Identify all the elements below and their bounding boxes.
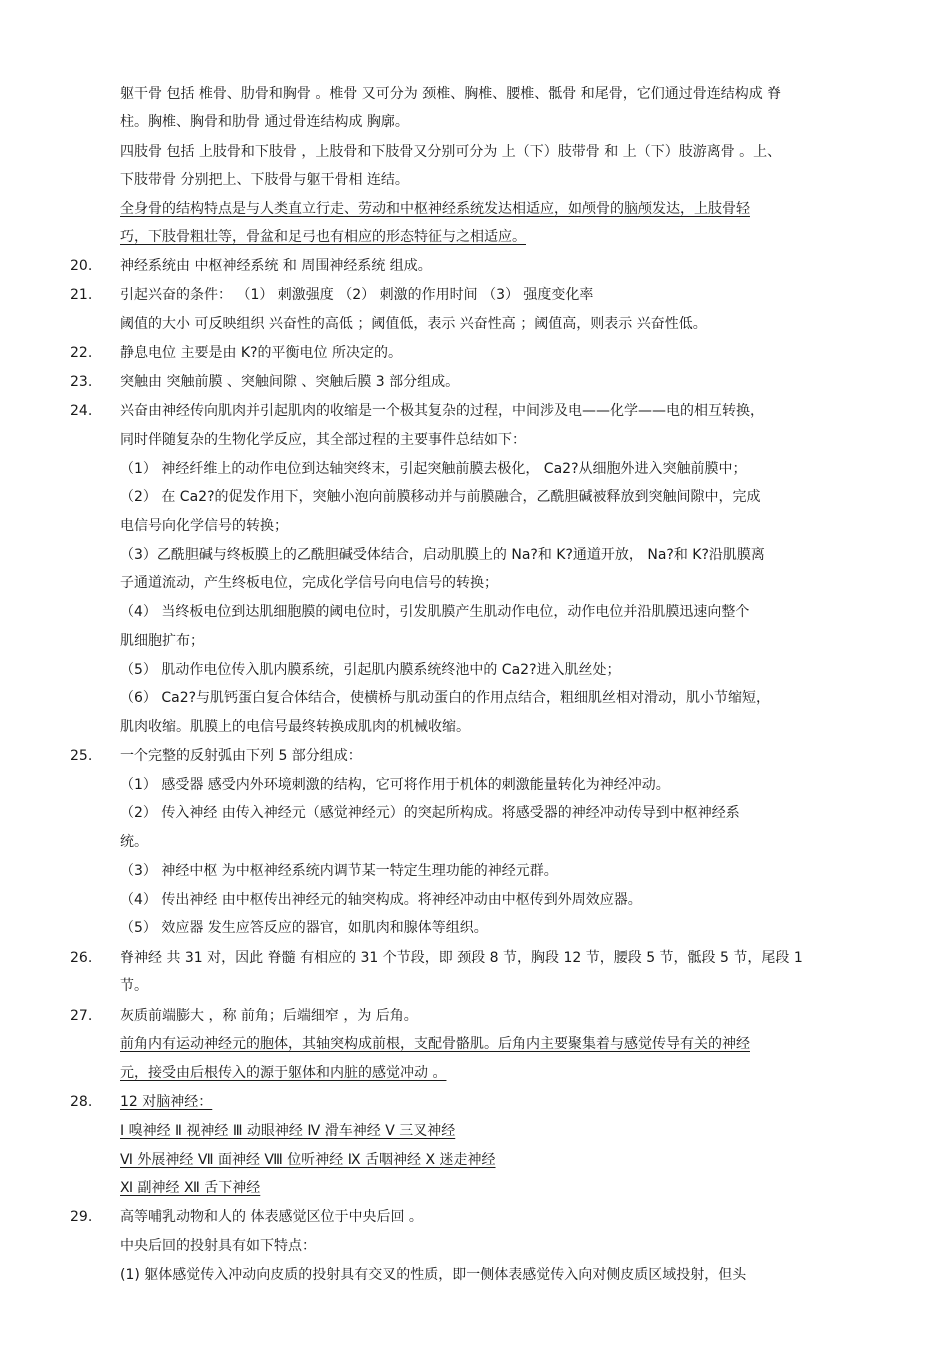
text-line: 脊神经 共 31 对，因此 脊髓 有相应的 31 个节段，即 颈段 8 节，胸段 12 节，腰段 5 节，骶段 5 节，尾段 1 [120, 950, 803, 966]
text-line: （3） 神经中枢 为中枢神经系统内调节某一特定生理功能的神经元群。 [120, 863, 558, 879]
text-line: 电信号向化学信号的转换； [120, 518, 288, 534]
text-line: (1) 躯体感觉传入冲动向皮质的投射具有交叉的性质，即一侧体表感觉传入向对侧皮质区域投射，但头 [120, 1267, 747, 1283]
text-line: 同时伴随复杂的生物化学反应，其全部过程的主要事件总结如下： [120, 432, 526, 448]
text-line: （4） 当终板电位到达肌细胞膜的阈电位时，引发肌膜产生肌动作电位，动作电位并沿肌膜迅速向整个 [120, 604, 750, 620]
text-line: 中央后回的投射具有如下特点： [120, 1238, 316, 1254]
text-line: 突触由 突触前膜 、突触间隙 、突触后膜 3 部分组成。 [120, 374, 460, 390]
text-line: 节。 [120, 978, 148, 994]
text-line: Ⅺ 副神经 Ⅻ 舌下神经 [120, 1180, 261, 1196]
text-line: （5） 效应器 发生应答反应的器官，如肌肉和腺体等组织。 [120, 920, 488, 936]
item-number: 20. [70, 258, 93, 274]
text-line: 灰质前端膨大 ，称 前角；后端细窄 ，为 后角。 [120, 1008, 418, 1024]
text-line: 元，接受由后根传入的源于躯体和内脏的感觉冲动 。 [120, 1065, 447, 1081]
text-line: Ⅵ 外展神经 Ⅶ 面神经 Ⅷ 位听神经 Ⅸ 舌咽神经 Ⅹ 迷走神经 [120, 1152, 496, 1168]
text-line: 四肢骨 包括 上肢骨和下肢骨 ，上肢骨和下肢骨又分别可分为 上（下）肢带骨 和 上（下）肢游离骨 。上、 [120, 144, 782, 160]
text-line: 兴奋由神经传向肌肉并引起肌肉的收缩是一个极其复杂的过程，中间涉及电——化学——电的相互转换， [120, 403, 764, 419]
text-line: 下肢带骨 分别把上、下肢骨与躯干骨相 连结。 [120, 172, 409, 188]
text-line: （1） 感受器 感受内外环境刺激的结构，它可将作用于机体的刺激能量转化为神经冲动。 [120, 777, 670, 793]
text-line: 12 对脑神经： [120, 1094, 213, 1110]
text-line: （3）乙酰胆碱与终板膜上的乙酰胆碱受体结合，启动肌膜上的 Na?和 K?通道开放， Na?和 K?沿肌膜离 [120, 547, 765, 563]
text-line: （2） 在 Ca2?的促发作用下，突触小泡向前膜移动并与前膜融合，乙酰胆碱被释放到突触间隙中，完成 [120, 489, 761, 505]
item-number: 23. [70, 374, 93, 390]
text-line: 一个完整的反射弧由下列 5 部分组成： [120, 748, 362, 764]
text-line: 神经系统由 中枢神经系统 和 周围神经系统 组成。 [120, 258, 432, 274]
text-line: （6） Ca2?与肌钙蛋白复合体结合，使横桥与肌动蛋白的作用点结合，粗细肌丝相对滑动，肌小节缩短， [120, 690, 771, 706]
item-number: 29. [70, 1209, 93, 1225]
item-number: 22. [70, 345, 93, 361]
text-line: 肌肉收缩。肌膜上的电信号最终转换成肌肉的机械收缩。 [120, 719, 470, 735]
item-number: 26. [70, 950, 93, 966]
text-line: 全身骨的结构特点是与人类直立行走、劳动和中枢神经系统发达相适应，如颅骨的脑颅发达，上肢骨轻 [120, 201, 750, 217]
text-line: 高等哺乳动物和人的 体表感觉区位于中央后回 。 [120, 1209, 423, 1225]
text-line: （1） 神经纤维上的动作电位到达轴突终末，引起突触前膜去极化， Ca2?从细胞外进入突触前膜中； [120, 461, 747, 477]
text-line: 统。 [120, 834, 148, 850]
text-line: 躯干骨 包括 椎骨、肋骨和胸骨 。椎骨 又可分为 颈椎、胸椎、腰椎、骶骨 和尾骨，它们通过骨连结构成 脊 [120, 86, 782, 102]
text-line: 肌细胞扩布； [120, 633, 204, 649]
text-line: 柱。胸椎、胸骨和肋骨 通过骨连结构成 胸廓。 [120, 114, 409, 130]
text-line: 静息电位 主要是由 K?的平衡电位 所决定的。 [120, 345, 402, 361]
item-number: 25. [70, 748, 93, 764]
item-number: 27. [70, 1008, 93, 1024]
item-number: 21. [70, 287, 93, 303]
item-number: 28. [70, 1094, 93, 1110]
item-number: 24. [70, 403, 93, 419]
text-line: （4） 传出神经 由中枢传出神经元的轴突构成。将神经冲动由中枢传到外周效应器。 [120, 892, 642, 908]
text-line: Ⅰ 嗅神经 Ⅱ 视神经 Ⅲ 动眼神经 Ⅳ 滑车神经 Ⅴ 三叉神经 [120, 1123, 456, 1139]
text-line: 子通道流动，产生终板电位，完成化学信号向电信号的转换； [120, 575, 498, 591]
text-line: 巧，下肢骨粗壮等，骨盆和足弓也有相应的形态特征与之相适应。 [120, 229, 526, 245]
text-line: 前角内有运动神经元的胞体，其轴突构成前根，支配骨骼肌。后角内主要聚集着与感觉传导有关的神经 [120, 1036, 750, 1052]
text-line: 阈值的大小 可反映组织 兴奋性的高低 ；阈值低，表示 兴奋性高 ；阈值高，则表示 兴奋性低。 [120, 316, 707, 332]
text-line: 引起兴奋的条件： （1） 刺激强度 （2） 刺激的作用时间 （3） 强度变化率 [120, 287, 594, 303]
text-line: （5） 肌动作电位传入肌内膜系统，引起肌内膜系统终池中的 Ca2?进入肌丝处； [120, 662, 621, 678]
text-line: （2） 传入神经 由传入神经元（感觉神经元）的突起所构成。将感受器的神经冲动传导到中枢神经系 [120, 805, 740, 821]
